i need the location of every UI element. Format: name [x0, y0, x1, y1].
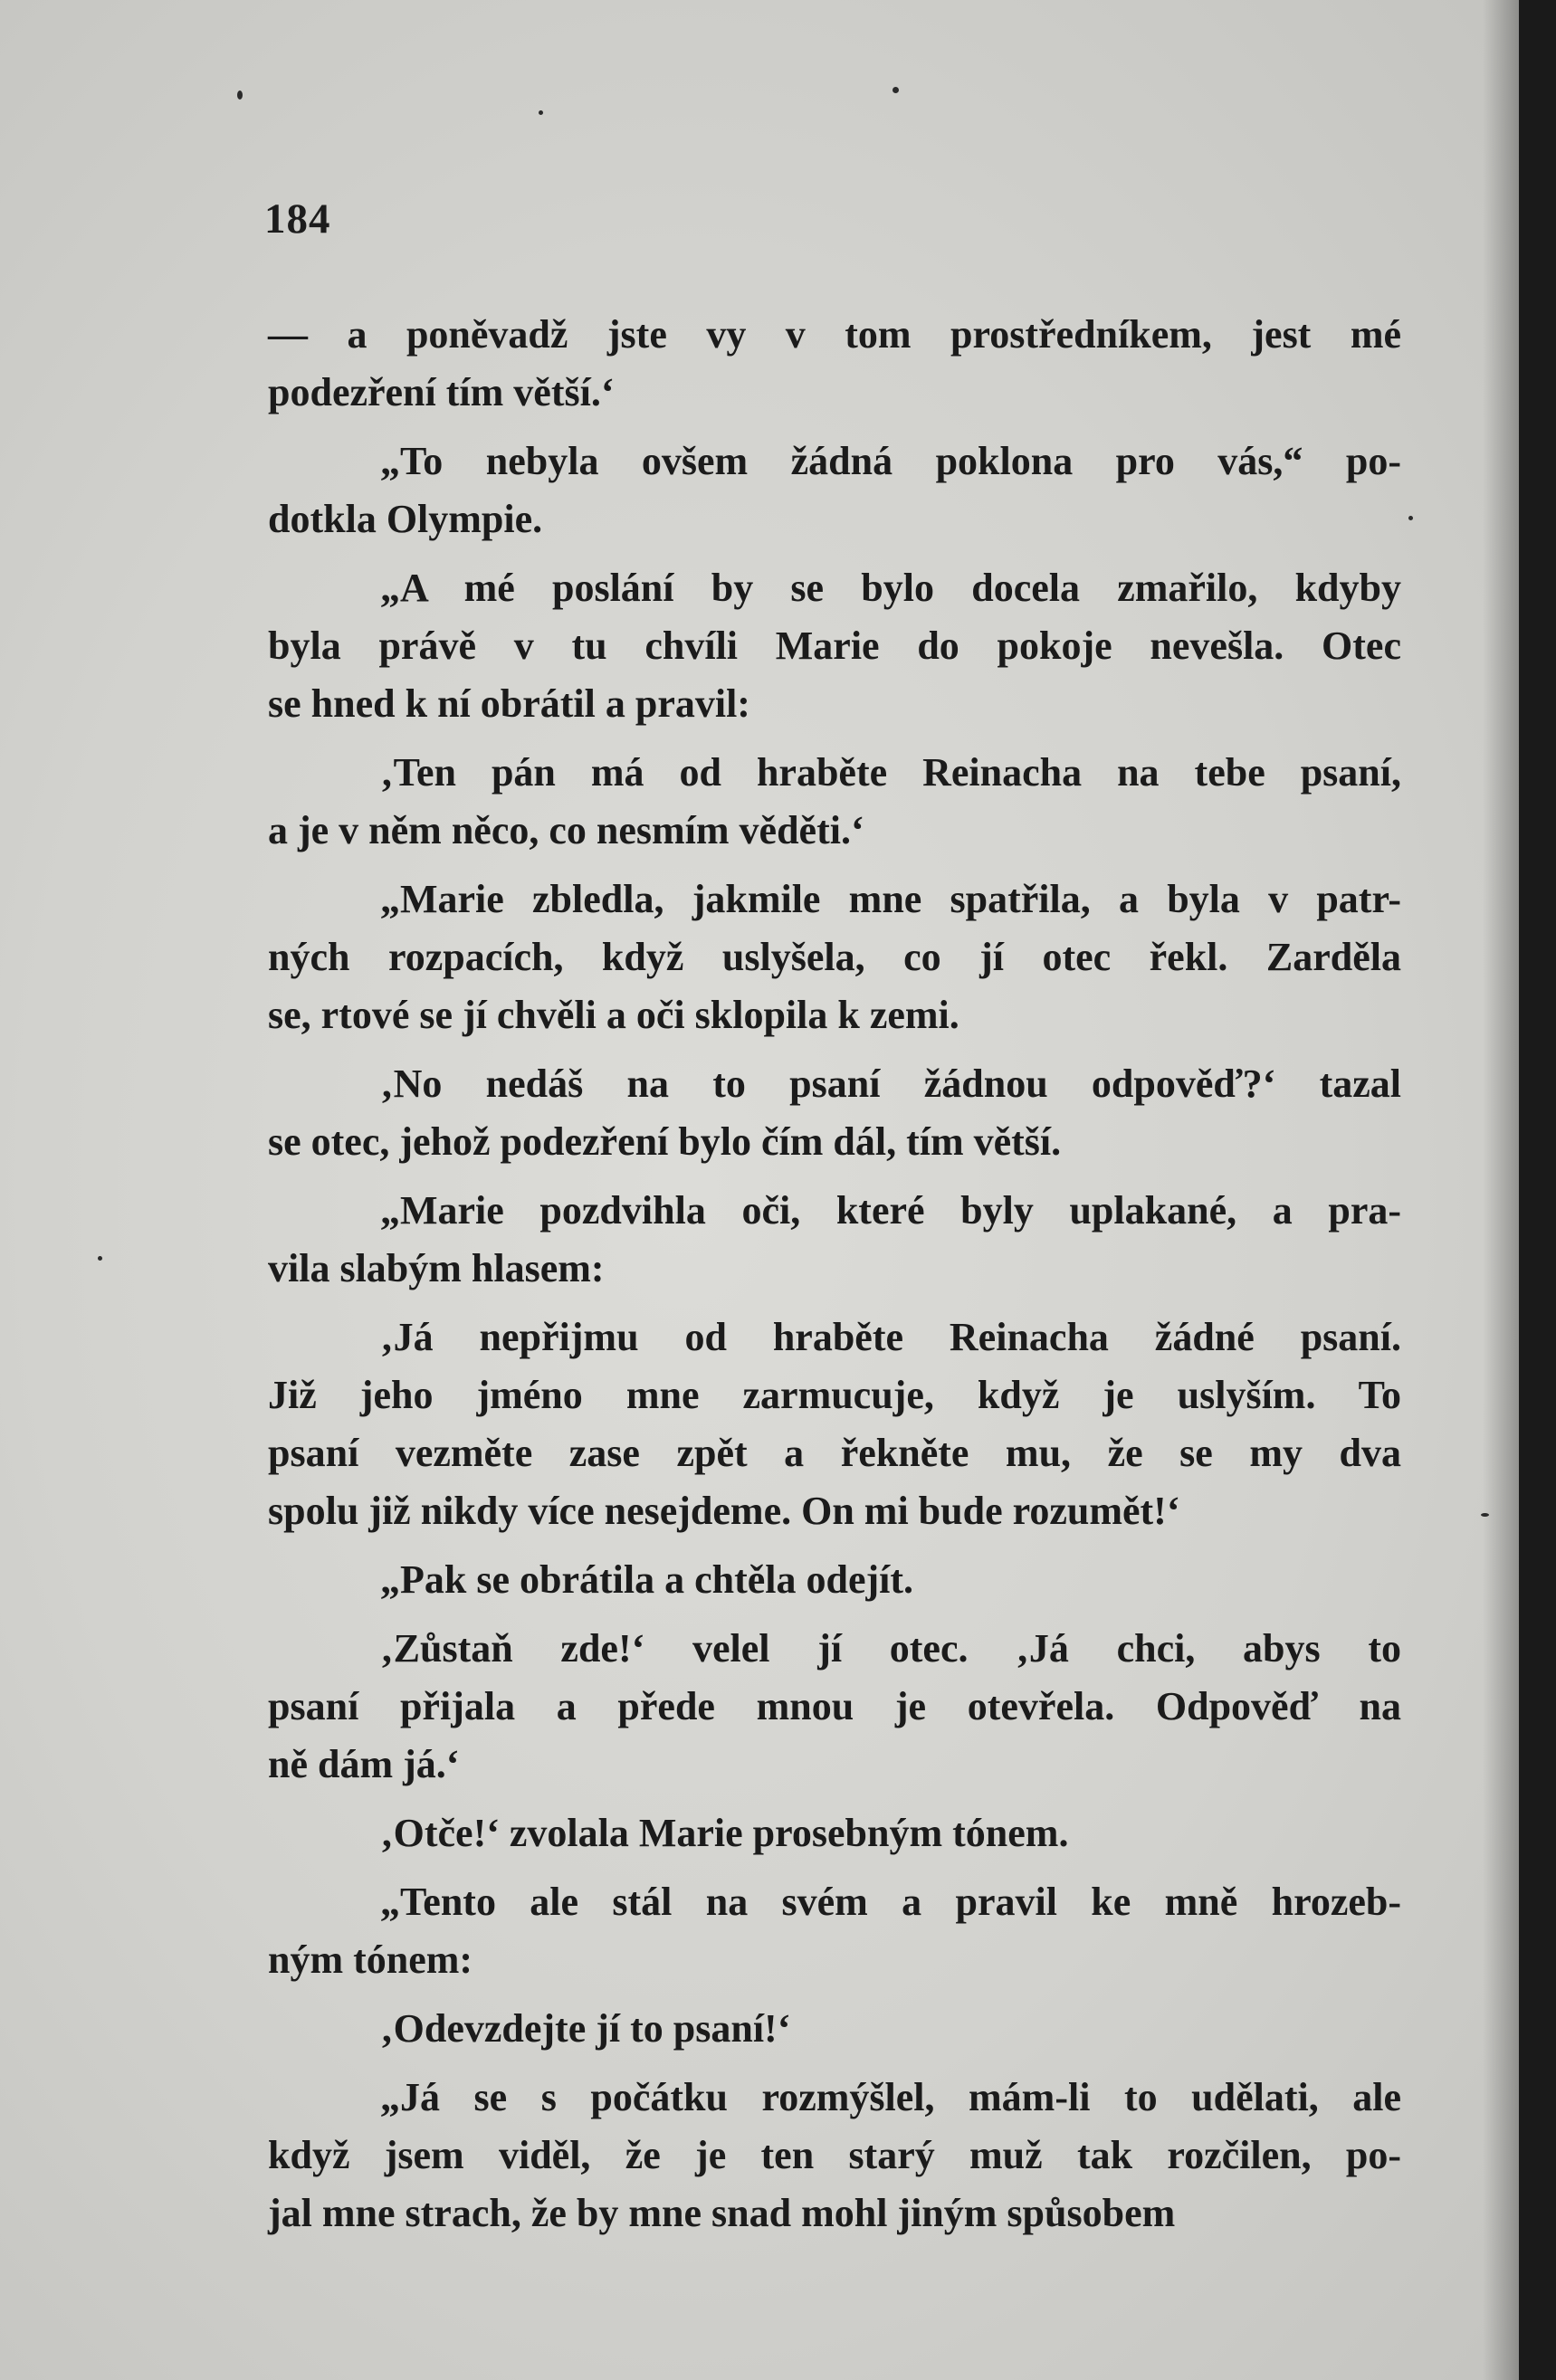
- text-line: ných rozpacích, když uslyšela, co jí otec řekl. Zarděla: [268, 935, 1401, 979]
- text-line: psaní přijala a přede mnou je otevřela. Odpověď na: [268, 1684, 1401, 1728]
- paragraph: [268, 1309, 1401, 1540]
- text-line: ‚Já nepřijmu od hraběte Reinacha žádné psaní.: [380, 1315, 1401, 1359]
- paragraph: [268, 559, 1401, 733]
- text-line: Již jeho jméno mne zarmucuje, když je uslyším. To: [268, 1373, 1401, 1417]
- paragraph: [268, 433, 1401, 548]
- text-line: psaní vezměte zase zpět a řekněte mu, že se my dva: [268, 1431, 1401, 1475]
- text-line: „Já se s počátku rozmýšlel, mám-li to udělati, ale: [380, 2075, 1401, 2119]
- paragraph: [268, 306, 1401, 422]
- text-line: ‚Odevzdejte jí to psaní!‘: [380, 2006, 791, 2051]
- paragraph: [268, 871, 1401, 1044]
- body-text: [268, 306, 1401, 2242]
- paragraph: [268, 2000, 1401, 2058]
- paragraph: [268, 1620, 1401, 1794]
- paragraph: [268, 1182, 1401, 1298]
- print-speck: [98, 1256, 102, 1261]
- paragraph: [268, 744, 1401, 860]
- text-line: ‚Ten pán má od hraběte Reinacha na tebe psaní,: [380, 750, 1401, 795]
- text-line: spolu již nikdy více nesejdeme. On mi bude rozumět!‘: [268, 1489, 1180, 1533]
- text-line: ným tónem:: [268, 1937, 473, 1982]
- text-line: se hned k ní obrátil a pravil:: [268, 681, 750, 726]
- paragraph: [268, 1055, 1401, 1171]
- text-line: ‚No nedáš na to psaní žádnou odpověď?‘ tazal: [380, 1061, 1401, 1106]
- paragraph: [268, 1804, 1401, 1862]
- text-line: „A mé poslání by se bylo docela zmařilo, kdyby: [380, 566, 1401, 610]
- print-speck: [893, 87, 899, 93]
- text-line: „Pak se obrátila a chtěla odejít.: [380, 1557, 914, 1602]
- text-line: „Marie pozdvihla oči, které byly uplakané, a pra-: [380, 1188, 1401, 1233]
- page-number: 184: [264, 195, 331, 243]
- paragraph: [268, 1873, 1401, 1989]
- print-speck: [539, 110, 543, 115]
- text-line: „Tento ale stál na svém a pravil ke mně hrozeb-: [380, 1880, 1401, 1924]
- text-line: jal mne strach, že by mne snad mohl jiným spůsobem: [268, 2191, 1176, 2235]
- text-line: a je v něm něco, co nesmím věděti.‘: [268, 808, 864, 852]
- print-speck: [1481, 1513, 1489, 1517]
- text-line: podezření tím větší.‘: [268, 370, 615, 414]
- text-line: — a poněvadž jste vy v tom prostředníkem, jest mé: [268, 312, 1401, 357]
- text-line: když jsem viděl, že je ten starý muž tak rozčilen, po-: [268, 2133, 1401, 2177]
- text-line: dotkla Olympie.: [268, 497, 543, 541]
- print-speck: [1408, 516, 1413, 520]
- text-line: ‚Zůstaň zde!‘ velel jí otec. ‚Já chci, abys to: [380, 1626, 1401, 1671]
- text-line: „To nebyla ovšem žádná poklona pro vás,“ po-: [380, 439, 1401, 483]
- text-line: se otec, jehož podezření bylo čím dál, tím větší.: [268, 1119, 1062, 1164]
- paragraph: [268, 2069, 1401, 2242]
- text-line: vila slabým hlasem:: [268, 1246, 605, 1290]
- text-line: se, rtové se jí chvěli a oči sklopila k zemi.: [268, 993, 959, 1037]
- print-speck: [237, 90, 243, 100]
- text-line: byla právě v tu chvíli Marie do pokoje nevešla. Otec: [268, 624, 1401, 668]
- text-line: ‚Otče!‘ zvolala Marie prosebným tónem.: [380, 1811, 1069, 1855]
- paragraph: [268, 1551, 1401, 1609]
- text-line: ně dám já.‘: [268, 1742, 460, 1786]
- text-line: „Marie zbledla, jakmile mne spatřila, a byla v patr-: [380, 877, 1401, 921]
